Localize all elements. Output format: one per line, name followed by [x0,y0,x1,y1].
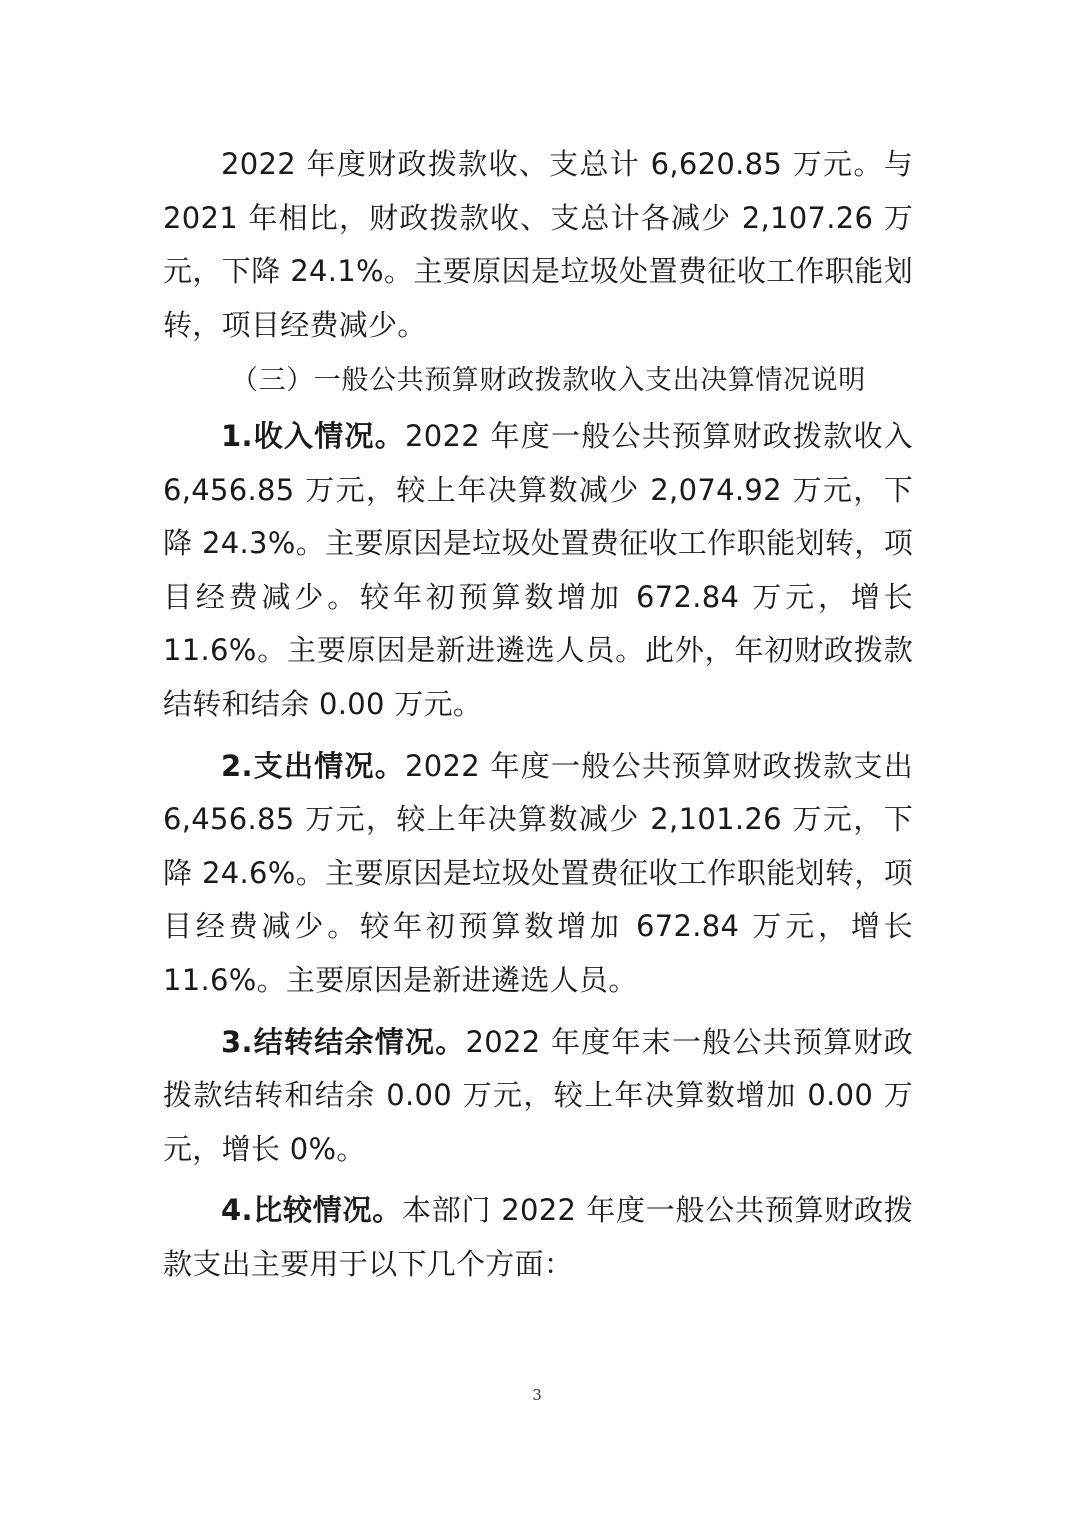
paragraph-lead: 4.比较情况。 [221,1193,402,1228]
paragraph-text: 本部门 2022 年度一般公共预算财政拨款支出主要用于以下几个方面： [163,1193,913,1281]
paragraph-lead: 2.支出情况。 [221,748,405,783]
section-heading [163,354,913,408]
paragraph-lead: 1.收入情况。 [221,418,405,453]
document-page [163,138,913,1291]
paragraph-lead: 3.结转结余情况。 [221,1024,466,1059]
paragraph-comparison [163,1184,913,1291]
paragraph-expenditure [163,740,913,1008]
paragraph-text: 2022 年度一般公共预算财政拨款支出 6,456.85 万元，较上年决算数减少 2,101.26 万元，下降 24.6%。主要原因是垃圾处置费征收工作职能划转，项目经费减少。较年初预算数增加 672.84 万元，增长 11.6%。主要原因是新进遴选人员。 [163,748,913,997]
paragraph-text: 2022 年度一般公共预算财政拨款收入 6,456.85 万元，较上年决算数减少 2,074.92 万元，下降 24.3%。主要原因是垃圾处置费征收工作职能划转，项目经费减少。较年初预算数增加 672.84 万元，增长 11.6%。主要原因是新进遴选人员。此外，年初财政拨款结转和结余 0.00 万元。 [163,418,913,721]
section-heading-text: （三）一般公共预算财政拨款收入支出决算情况说明 [231,365,866,397]
paragraph-carryover [163,1016,913,1177]
paragraph-text: 2022 年度年末一般公共预算财政拨款结转和结余 0.00 万元，较上年决算数增加 0.00 万元，增长 0%。 [163,1024,913,1166]
page-number: 3 [532,1386,542,1404]
paragraph-income [163,410,913,732]
paragraph-text: 2022 年度财政拨款收、支总计 6,620.85 万元。与 2021 年相比，财政拨款收、支总计各减少 2,107.26 万元，下降 24.1%。主要原因是垃圾处置费征收工作职能划转，项目经费减少。 [163,147,913,342]
paragraph-total-summary [163,138,913,352]
